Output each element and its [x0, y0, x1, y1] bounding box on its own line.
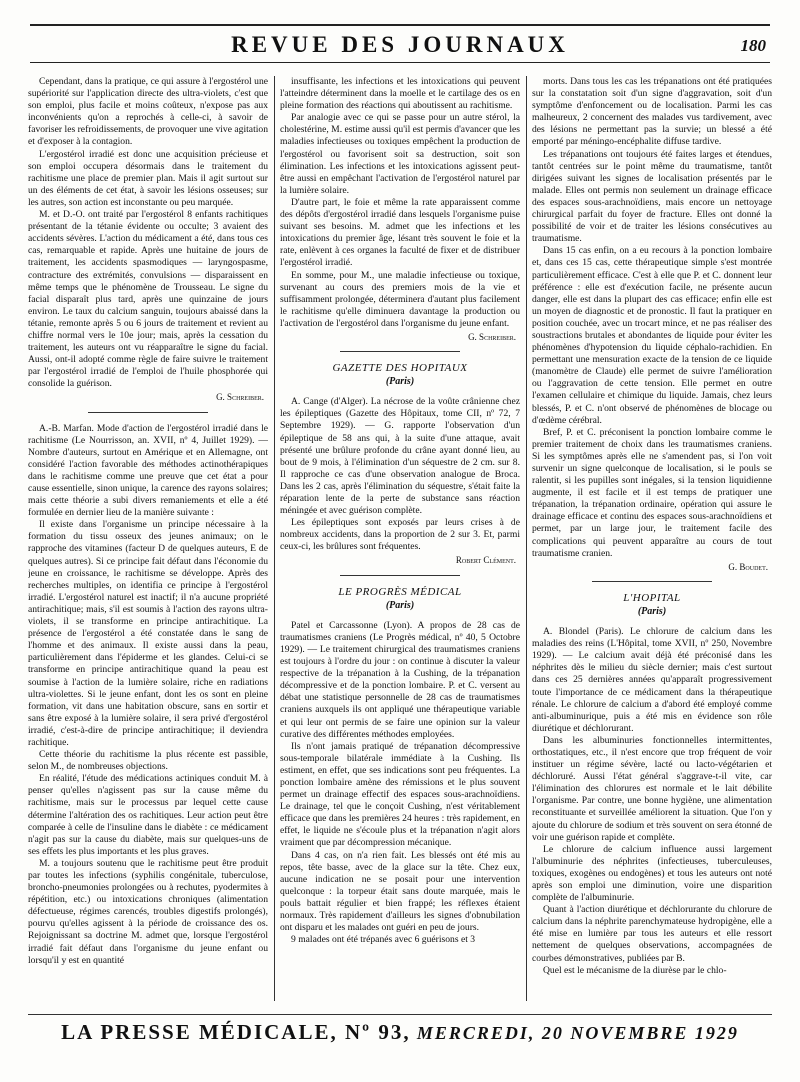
- paragraph: insuffisante, les infections et les intoxications qui peuvent l'atteindre déterminent dans la moelle et le cartilage des os en pleine formation des réactions qui aboutissent au rachitisme.: [280, 76, 520, 112]
- journal-section-city: (Paris): [385, 599, 415, 611]
- footer-journal-issue: LA PRESSE MÉDICALE, Nº 93,: [61, 1020, 411, 1044]
- paragraph: D'autre part, le foie et même la rate apparaissent comme des dépôts d'ergostérol irradié dans lesquels l'organisme puise suivant ses besoins. M. admet que les infections et les intoxications du premier âge, lésant très souvent le foie et la rate, enlèvent à ces organes la faculté de fixer et de distribuer l'ergostérol irradié.: [280, 196, 520, 269]
- paragraph: Dans les albuminuries fonctionnelles intermittentes, orthostatiques, etc., il n'est encore que trop fréquent de voir instituer un régime sévère, lacté ou lacto-végétarien et déchloruré. Aussi l'état général s'aggrave-t-il vite, car l'élimination des chlorures est normale et le lait débilite l'organisme. Par contre, une bonne hygiène, une alimentation reconstituante et surveillée améliorent la situation. Que l'on y ajoute du chlorure de sodium et très souvent on sera étonné de voir une guérison rapide et complète.: [532, 734, 772, 843]
- paragraph: M. et D.-O. ont traité par l'ergostérol 8 enfants rachitiques présentant de la tétanie évidente ou occulte; 3 avaient des accidents sévères. L'action du médicament a été, dans tous ces cas, remarquable et rapide. Après une huitaine de jours de traitement, les accidents spasmodiques — laryngospasme, contracture des extrémités, convulsions — disparaissent en même temps que le phénomène de Trousseau. Le signe du facial disparaît plus tard, après une quinzaine de jours environ. Le taux du calcium sanguin, toujours abaissé dans la tétanie, remonte après 5 ou 6 jours de traitement et revient au chiffre normal vers le 10e jour; mais, après la cessation du traitement, les auteurs ont vu réapparaître le signe du facial. Aussi, ont-il adopté comme règle de faire suivre le traitement par l'ergostérol irradié de l'emploi de l'huile phosphorée qui consolide la guérison.: [28, 209, 268, 390]
- paragraph: M. a toujours soutenu que le rachitisme peut être produit par toutes les infections (syphilis congénitale, tuberculose, broncho-pneumonies prolongées ou à rechutes, pyodermites à répétition, etc.) ou intoxications chroniques (alimentation défectueuse, régimes carencés, troubles digestifs prolongés), pourvu qu'elles agissent à la période de croissance des os. Rejoignissant sa doctrine M. admet que, lorsque l'ergostérol irradié fait défaut dans l'organisme du jeune enfant ou lorsqu'il y est en quantité: [28, 857, 268, 966]
- signature: Robert Clément.: [455, 555, 516, 566]
- paragraph: Ils n'ont jamais pratiqué de trépanation décompressive sous-temporale bilatérale immédiate à la Cushing. Ils estiment, en effet, que ses indications sont peu fréquentes. La ponction lombaire amène des rémissions et le plus souvent permet un drainage effectif des espaces sous-arachnoïdiens. Le drainage, tel que le conçoit Cushing, n'est véritablement efficace que dans les premières 24 heures : très rapidement, en effet, le liquide ne s'écoule plus et la trépanation n'agit alors vraiment que par décompression mécanique.: [280, 740, 520, 849]
- page-footer: [28, 1014, 772, 1054]
- signature: G. Schreiber.: [216, 392, 264, 403]
- abstract-paragraph: A. Blondel (Paris). Le chlorure de calcium dans les maladies des reins (L'Hôpital, tome XVII, nº 250, Novembre 1929). — Le calcium avait déjà été préconisé dans les néphrites dès le milieu du siècle dernier; mais c'est surtout dans ces 25 dernières années qu'apparaît progressivement toute l'importance de ce médicament dans la thérapeutique rénale. Le chlorure de calcium a d'abord été employé comme anti-albuminurique, puis a été mis en évidence son rôle diurétique et déchlorurant.: [532, 626, 772, 734]
- section-divider: [592, 581, 712, 582]
- abstract-paragraph: Patel et Carcassonne (Lyon). A propos de 28 cas de traumatismes craniens (Le Progrès médical, nº 40, 5 Octobre 1929). — Le traitement chirurgical des traumatismes craniens est toujours à l'ordre du jour : on continue à discuter la valeur respective de la trépanation à la Cushing, de la trépanation décompressive et de la ponction lombaire. P. et C. versent au débat une statistique personnelle de 28 cas de traumatismes craniens auxquels ils ont appliqué une thérapeutique variable et qui leur ont permis de se faire une opinion sur la valeur curative des différentes méthodes employées.: [280, 619, 520, 740]
- section-divider: [340, 575, 460, 576]
- journal-section-city: (Paris): [385, 376, 415, 388]
- column-3: [532, 76, 772, 1006]
- paragraph: Cependant, dans la pratique, ce qui assure à l'ergostérol une supériorité sur l'application directe des ultra-violets, c'est que son emploi, plus facile et moins coûteux, n'expose pas aux inconvénients qu'on a reprochés à celle-ci, à savoir de favoriser les refroidissements, de provoquer une vive agitation et d'exposer à la contagion.: [28, 76, 268, 148]
- header-top-rule: [30, 24, 770, 26]
- paragraph: L'ergostérol irradié est donc une acquisition précieuse et son emploi occupera désormais dans le traitement du rachitisme une place de premier plan. Mais il agit surtout sur un des éléments de cet état, à savoir les lésions osseuses; sur les autres, son action est inconstante ou peu marquée.: [28, 148, 268, 208]
- journal-section-title: L'HOPITAL: [623, 591, 681, 604]
- header-bottom-rule: [30, 62, 770, 63]
- paragraph: Cette théorie du rachitisme la plus récente est passible, selon M., de nombreuses objections.: [28, 749, 268, 773]
- section-divider: [88, 412, 208, 413]
- abstract-paragraph: A.-B. Marfan. Mode d'action de l'ergostérol irradié dans le rachitisme (Le Nourrisson, an. XVII, nº 4, Juillet 1929). — Nombre d'auteurs, surtout en Amérique et en Allemagne, ont considéré l'action favorable des méthodes actinothérapiques dans le rachitisme comme une preuve que cet état a pour cause essentielle, sinon unique, la carence des rayons solaires; mais cette théorie a subi divers remaniements et elle a été formulée en dernier lieu de la manière suivante :: [28, 422, 268, 519]
- paragraph: Les épileptiques sont exposés par leurs crises à de nombreux accidents, dans la proportion de 2 sur 3. Et, parmi ceux-ci, les brûlures sont fréquentes.: [280, 517, 520, 553]
- paragraph: Le chlorure de calcium influence aussi largement l'albuminurie des néphrites (infectieuses, tuberculeuses, toxiques, exogènes ou endogènes) et tous les auteurs ont noté après son emploi une diminution, voire une disparition complète de l'albuminurie.: [532, 843, 772, 904]
- journal-section-title: LE PROGRÈS MÉDICAL: [338, 585, 462, 598]
- footer-rule: [28, 1014, 772, 1015]
- footer-date: MERCREDI, 20 NOVEMBRE 1929: [416, 1023, 739, 1043]
- paragraph: Quant à l'action diurétique et déchlorurante du chlorure de calcium dans la néphrite parenchymateuse hydropigène, elle a été mise en lumière par tous les auteurs et elle ressort nettement de quelques observations, accompagnées de courbes démonstratives, publiées par B.: [532, 904, 772, 964]
- paragraph: Par analogie avec ce qui se passe pour un autre stérol, la cholestérine, M. estime aussi qu'il est permis d'avancer que les maladies infectieuses ou toxiques empêchent la production de l'ergostérol ou favorisent soit sa destruction, soit son élimination. Les infections et les intoxications agissent peut-être aussi en empêchant l'activation de l'ergostérol naturel par la lumière solaire.: [280, 112, 520, 196]
- paragraph: Il existe dans l'organisme un principe nécessaire à la formation du tissu osseux des jeunes animaux; on le rapproche des vitamines (facteur D de quelques auteurs, E de quelques autres). Si ce principe fait défaut dans l'économie du jeune en croissance, le rachitisme se développe. Après des recherches multiples, on identifia ce principe à l'ergostérol irradié. L'ergostérol naturel est inactif; il n'a aucune propriété antirachitique; mais, s'il est soumis à l'action des rayons ultra-violets, il se transforme en principe antirachitique. La présence de l'ergostérol a été constatée dans le sang de l'homme et des animaux. Il existe aussi dans la peau, particulièrement dans l'épiderme et les glandes. Celui-ci se transforme en principe antirachitique quand la peau est soumise à l'action de la lumière solaire, riche en radiations ultra-violettes. Si le jeune enfant, dont les os sont en pleine formation, vit dans une habitation obscure, sans en sortir et sans être exposé à la lumière solaire, il sera privé d'ergostérol irradié, c'est-à-dire de principe antirachitique; il deviendra rachitique.: [28, 519, 268, 748]
- column-1: [28, 76, 268, 1006]
- paragraph: 9 malades ont été trépanés avec 6 guérisons et 3: [291, 934, 476, 946]
- paragraph: Dans 4 cas, on n'a rien fait. Les blessés ont été mis au repos, tête basse, avec de la glace sur la tête. Chez eux, aucune indication ne se posait pour une intervention quelconque : la torpeur était sans doute marquée, mais le pouls battait régulier et bien frappé; les réflexes étaient normaux. Très rapidement d'ailleurs les signes d'obnubilation ont disparu et les malades ont guéri en peu de jours.: [280, 849, 520, 934]
- signature: G. Boudet.: [728, 561, 768, 572]
- paragraph: morts. Dans tous les cas les trépanations ont été pratiquées sur la constatation soit d'un signe d'aggravation, soit d'un symptôme d'enfoncement ou de localisation. Parmi les cas malheureux, 2 concernent des malades vus tardivement, avec des lésions ne permettant pas la survie; un blessé a été emporté par méningo-encéphalite diffuse tardive.: [532, 76, 772, 148]
- paragraph: Les trépanations ont toujours été faites larges et étendues, tantôt centrées sur le point même du traumatisme, tantôt dirigées suivant les signes de localisation présentés par le malade. Elles ont permis non seulement un drainage efficace des espaces sous-arachnoïdiens, mais encore un nettoyage chirurgical parfait du foyer de fracture. Elles ont donné la possibilité de voir et de traiter les lésions consécutives au traumatisme.: [532, 148, 772, 245]
- page-number: 180: [740, 36, 766, 55]
- journal-section-city: (Paris): [637, 605, 667, 617]
- signature: G. Schreiber.: [468, 331, 516, 342]
- column-2: [280, 76, 520, 1006]
- section-divider: [340, 351, 460, 352]
- running-title: REVUE DES JOURNAUX: [231, 32, 569, 57]
- footer-line: [28, 1020, 772, 1045]
- abstract-paragraph: A. Cange (d'Alger). La nécrose de la voûte crânienne chez les épileptiques (Gazette des Hôpitaux, tome CII, nº 72, 7 Septembre 1929). — G. rapporte l'observation d'un épileptique de 58 ans qui, à la suite d'une attaque, avait présenté une brûlure profonde du crâne ayant donné lieu, au bout de 9 mois, à l'élimination d'un séquestre de 2 cm. sur 8. Il rapproche ce cas d'une observation analogue de Broca. Dans les 2 cas, après l'élimination du séquestre, s'était faite la réparation lente de la perte de substance sans réaction méningée et avec guérison complète.: [280, 396, 520, 517]
- paragraph: Bref, P. et C. préconisent la ponction lombaire comme le premier traitement de choix dans les traumatismes craniens. Si les symptômes après elle ne s'amendent pas, si l'on voit survenir un signe quelconque de localisation, si le pouls se ralentit, si les pupilles sont inégales, si la tension liquidienne augmente, il est facile et il est temps de pratiquer une trépanation, la trépanation ordinaire, opération qui assure le drainage efficace et continu des espaces sous-arachnoïdiens et permet, par un large jour, le traitement facile des complications qui peuvent apparaître au cours de tout traumatisme cranien.: [532, 426, 772, 559]
- paragraph: Quel est le mécanisme de la diurèse par le chlo-: [543, 964, 727, 976]
- paragraph: En réalité, l'étude des médications actiniques conduit M. à penser qu'elles n'agissent pas sur la cause même du rachitisme, mais sur le processus par lequel cette cause détermine l'altération des os rachitiques. Leur action peut être comparée à celle de l'insuline dans le diabète : ce médicament n'agit pas sur la cause du diabète, mais sur quelques-uns de ses effets les plus importants et les plus graves.: [28, 773, 268, 857]
- article-columns: [28, 76, 772, 1006]
- journal-section-title: GAZETTE DES HOPITAUX: [332, 362, 468, 375]
- page-header: [30, 18, 770, 68]
- paragraph: Dans 15 cas enfin, on a eu recours à la ponction lombaire et, dans ces 15 cas, cette thérapeutique simple s'est montrée particulièrement efficace. C'est à elle que P. et C. donnent leur préférence : elle est d'exécution facile, ne présente aucun danger, elle est dans la plupart des cas efficace; enfin elle est un moyen de diagnostic et de pronostic. Il faut la pratiquer en position couchée, avec un trocart mince, et ne pas réaliser des soustractions brutales et abondantes de liquide pour éviter les phénomènes d'hypotension du liquide céphalo-rachidien. En permettant une mensuration exacte de la tension de ce liquide (manomètre de Claude) elle permet de suivre l'amélioration ou l'aggravation de cette tension. Elle permet en outre l'examen cellulaire et chimique du liquide. Jamais, chez leurs blessés, P. et C. n'ont observé de phénomènes de blocage ou d'œdème cérébral.: [532, 245, 772, 426]
- paragraph: En somme, pour M., une maladie infectieuse ou toxique, survenant au cours des premiers mois de la vie et suffisamment prolongée, déterminera d'autant plus facilement le rachitisme qu'elle diminuera davantage la production ou l'activation de l'ergostérol dans l'organisme du jeune enfant.: [280, 269, 520, 329]
